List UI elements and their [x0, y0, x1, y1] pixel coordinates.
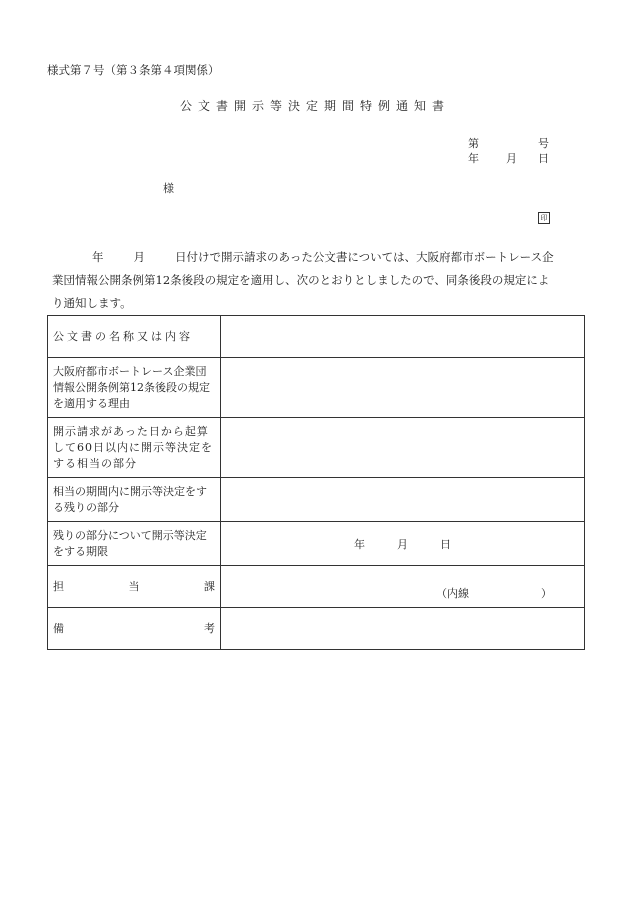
deadline-year: 年: [354, 537, 365, 551]
body-line-1-text: 日付けで開示請求のあった公文書については、大阪府都市ボートレース企: [175, 250, 554, 264]
number-go: 号: [538, 137, 549, 150]
row-label-department: [48, 566, 221, 608]
body-line-2: 業団情報公開条例第12条後段の規定を適用し、次のとおりとしましたので、同条後段の規定によ: [52, 273, 550, 287]
row-value-remaining-part[interactable]: [221, 478, 585, 522]
date-month: 月: [506, 152, 517, 165]
row-label-deadline: 残りの部分について開示等決定をする期限: [48, 522, 221, 566]
department-char: 担: [53, 579, 64, 593]
extension-open: （内線: [436, 587, 469, 600]
row-label-remaining-part: 相当の期間内に開示等決定をする残りの部分: [48, 478, 221, 522]
row-value-department[interactable]: [221, 566, 585, 608]
table-row: [48, 358, 585, 418]
remarks-char: 備: [53, 621, 64, 635]
number-dai: 第: [468, 137, 479, 150]
row-value-remarks[interactable]: [221, 608, 585, 650]
extension-close: ）: [541, 587, 552, 600]
body-month: 月: [133, 250, 145, 264]
addressee-suffix: 様: [163, 182, 174, 195]
table-row: [48, 316, 585, 358]
row-label-initial-part: 開示請求があった日から起算して60日以内に開示等決定をする相当の部分: [48, 418, 221, 478]
deadline-month: 月: [397, 537, 408, 551]
row-value-reason[interactable]: [221, 358, 585, 418]
body-line-1: [92, 249, 554, 265]
seal-icon: 印: [538, 212, 550, 224]
body-year: 年: [92, 250, 104, 264]
row-value-deadline[interactable]: [221, 522, 585, 566]
date-year: 年: [468, 152, 479, 165]
body-line-3: り通知します。: [52, 296, 132, 310]
table-row: [48, 418, 585, 478]
department-char: 課: [204, 579, 215, 593]
document-title: 公文書開示等決定期間特例通知書: [179, 99, 450, 113]
table-row: [48, 478, 585, 522]
notice-table: [47, 315, 585, 650]
deadline-day: 日: [440, 537, 451, 551]
date-day: 日: [538, 152, 549, 165]
form-number: 様式第７号（第３条第４項関係）: [47, 63, 220, 77]
department-char: 当: [128, 579, 140, 593]
remarks-char: 考: [204, 621, 215, 635]
row-label-remarks: [48, 608, 221, 650]
row-label-document-name: 公文書の名称又は内容: [48, 316, 221, 358]
table-row: [48, 608, 585, 650]
table-row: [48, 522, 585, 566]
row-label-reason: 大阪府都市ボートレース企業団情報公開条例第12条後段の規定を適用する理由: [48, 358, 221, 418]
table-row: [48, 566, 585, 608]
row-value-initial-part[interactable]: [221, 418, 585, 478]
row-value-document-name[interactable]: [221, 316, 585, 358]
